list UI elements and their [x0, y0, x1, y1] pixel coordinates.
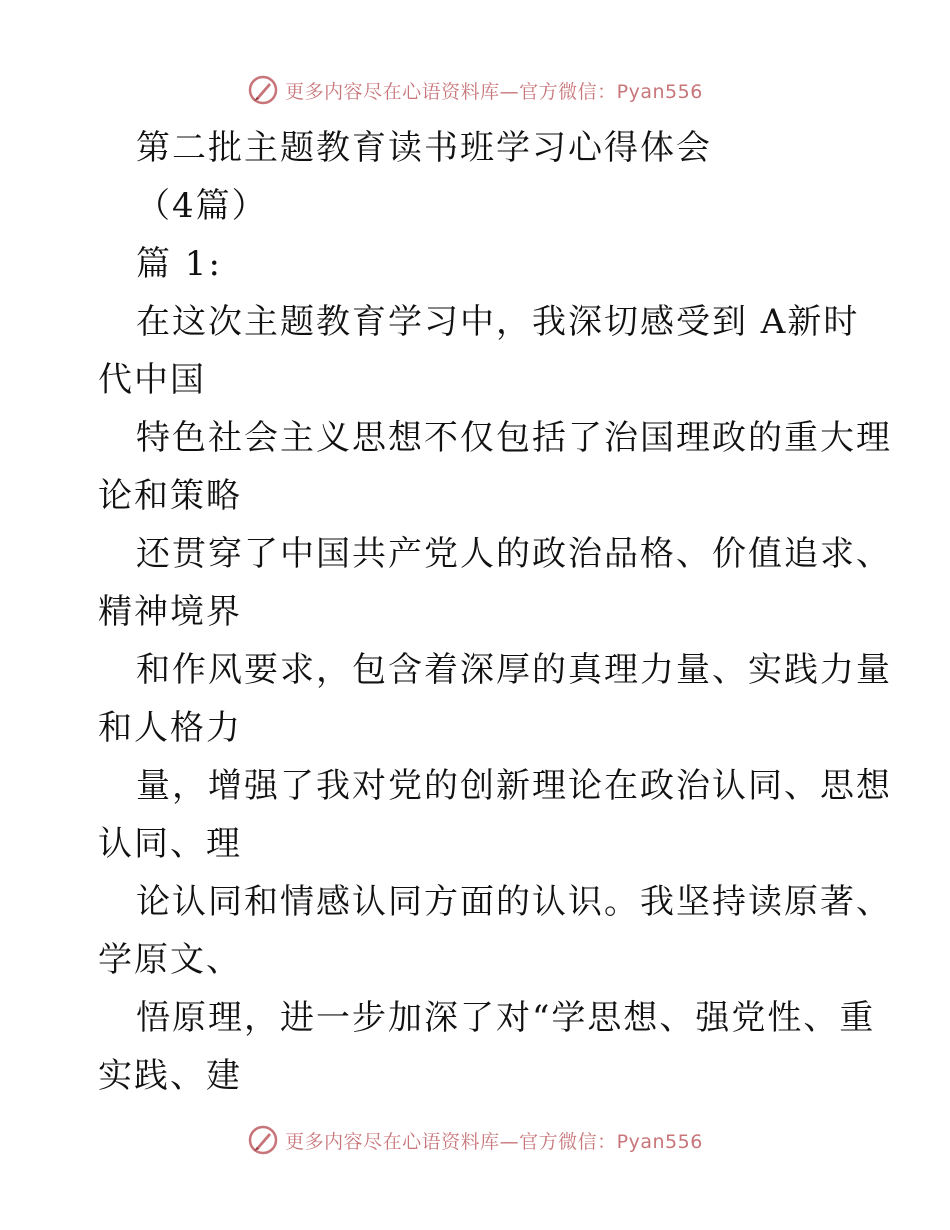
- text-line: 特色社会主义思想不仅包括了治国理政的重大理: [136, 418, 892, 458]
- quill-pen-logo-icon: [247, 1124, 279, 1156]
- document-body: [98, 119, 892, 1105]
- banner-text: 更多内容尽在心语资料库—官方微信：Pyan556: [285, 1130, 703, 1153]
- document-title: 第二批主题教育读书班学习心得体会: [136, 128, 712, 168]
- banner-text: 更多内容尽在心语资料库—官方微信：Pyan556: [285, 80, 703, 103]
- text-line: 还贯穿了中国共产党人的政治品格、价值追求、: [136, 534, 892, 574]
- text-line: 论和策略: [98, 476, 242, 516]
- text-line: （4篇）: [136, 186, 268, 226]
- text-line: 在这次主题教育学习中，我深切感受到 A新时: [136, 302, 860, 342]
- text-line: 悟原理，进一步加深了对“学思想、强党性、重: [136, 998, 876, 1038]
- header-banner: [0, 70, 950, 110]
- text-line: 量，增强了我对党的创新理论在政治认同、思想: [136, 766, 892, 806]
- text-line: 和作风要求，包含着深厚的真理力量、实践力量: [136, 650, 892, 690]
- footer-banner: [0, 1120, 950, 1160]
- text-line: 精神境界: [98, 592, 242, 632]
- text-line: 和人格力: [98, 708, 242, 748]
- quill-pen-logo-icon: [247, 74, 279, 106]
- text-line: 认同、理: [98, 824, 242, 864]
- text-line: 篇 1:: [136, 244, 222, 284]
- text-line: 论认同和情感认同方面的认识。我坚持读原著、: [136, 882, 892, 922]
- text-line: 代中国: [98, 360, 206, 400]
- text-line: 学原文、: [98, 940, 242, 980]
- text-line: 实践、建: [98, 1056, 242, 1096]
